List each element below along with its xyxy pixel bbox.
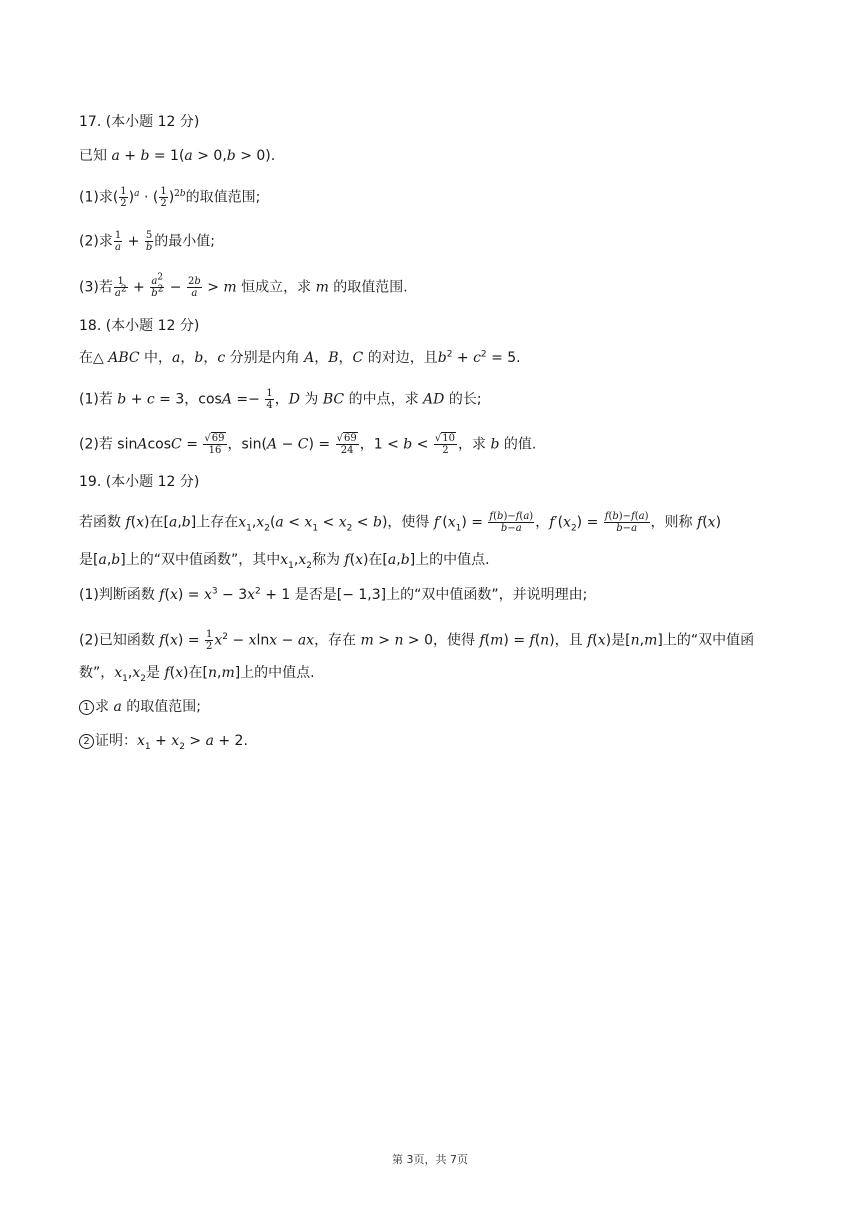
- problem-18-part-2: (2)若 sinAcosC = $\frac{√69}{16}$ ，sin(A − C) = $\frac{√69}{24}$ ，1 < b < $\frac{√10}{2}$ ，求 b 的值.: [79, 433, 537, 456]
- problem-19-part-2-line-2: 数”，$x_1,x_2$是 f(x)在[n,m]上的中值点.: [79, 665, 315, 684]
- problem-18-part-1: (1)若 b + c = 3，cosA =− $\frac{1}{4}$ ，D 为 BC 的中点，求 AD 的长;: [79, 388, 482, 411]
- circled-number-1: 1: [79, 700, 94, 715]
- problem-17-header: 17. (本小题 12 分): [79, 114, 200, 130]
- problem-19-stem-line-2: 是[a,b]上的“双中值函数”，其中$x_1,x_2$称为 f(x)在[a,b]上的中值点.: [79, 552, 490, 571]
- problem-17-stem: 已知 a + b = 1(a > 0,b > 0).: [79, 148, 276, 164]
- problem-19-stem-line-1: 若函数 f(x)在[a,b]上存在$x_1,x_2(a < x_1 < x_2 < b)$，使得 $f'(x_1)$ = $\frac{f(b)-f(a)}{b-a}$ ，$f'(x_2)$ = $\frac{f(b)-f(a)}{b-a}$ ，则称 f(x): [79, 511, 722, 534]
- circled-number-2: 2: [79, 734, 94, 749]
- problem-18-stem: 在△ ABC 中，a，b，c 分别是内角 A，B，C 的对边，且$b^2 + c^2 = 5$.: [79, 349, 521, 366]
- problem-19-subpart-1: 1 求 a 的取值范围;: [79, 697, 800, 717]
- problem-17-part-2: (2)求 $\frac{1}{a}$ + $\frac{5}{b}$ 的最小值;: [79, 230, 215, 253]
- problem-17-part-3: (3)若 $\frac{1}{a^2}$ + $\frac{a^2}{b^2}$ − $\frac{2b}{a}$ > m 恒成立，求 m 的取值范围.: [79, 272, 408, 299]
- problem-17-part-1: (1)求( $\frac{1}{2}$ )$^a$ · ( $\frac{1}{2}$ )$^{2b}$的取值范围;: [79, 186, 261, 209]
- problem-19-subpart-2: 2 证明：$x_1 + x_2 > a + 2$.: [79, 731, 800, 751]
- page-footer: 第 3页，共 7页: [392, 1153, 468, 1166]
- problem-19-part-2-line-1: (2)已知函数 f(x) = $\frac{1}{2}$ $x^2 - xlnx$ − ax，存在 m > n > 0，使得 f(m) = f(n)，且 f(x)是[n,m]上的“双中值函: [79, 629, 755, 652]
- problem-19-part-1: (1)判断函数 $f(x) = x^3 - 3x^2 + 1$ 是否是[− 1,3]上的“双中值函数”，并说明理由;: [79, 586, 588, 603]
- problem-18-header: 18. (本小题 12 分): [79, 318, 200, 334]
- problem-19-header: 19. (本小题 12 分): [79, 474, 200, 490]
